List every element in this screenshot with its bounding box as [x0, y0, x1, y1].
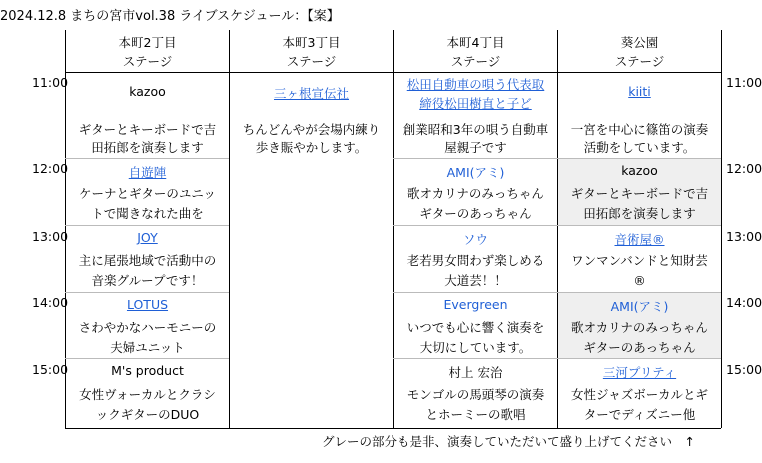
performer-desc: 老若男女問わず楽しめる [406, 253, 545, 268]
slot-cell [66, 158, 229, 225]
performer-link[interactable]: kiiti [628, 84, 651, 99]
column-header-honmachi-2: 本町2丁目 ステージ [118, 35, 177, 69]
performer-desc: トで聞きなれた曲を [91, 206, 204, 221]
performer-desc: 屋親子です [444, 140, 507, 155]
performer-link[interactable]: JOY [137, 230, 158, 245]
performer-name: AMI(アミ) [610, 299, 669, 314]
time-label: 12:00 [726, 161, 762, 176]
time-label: 14:00 [726, 295, 762, 310]
slot-cell [66, 72, 229, 158]
performer-link[interactable]: LOTUS [126, 297, 169, 312]
performer-desc: ワンマンバンドと知財芸 [571, 253, 708, 268]
time-label: 14:00 [32, 295, 69, 310]
performer-desc: 女性ジャズボーカルとギ [570, 387, 708, 402]
performer-desc: ギターとキーボードで吉 [570, 186, 709, 201]
performer-link[interactable]: 自遊陣 [128, 165, 167, 180]
performer-desc: モンゴルの馬頭琴の演奏 [406, 387, 545, 402]
slot-cell [394, 225, 557, 292]
performer-desc: ギターとキーボードで吉 [78, 122, 217, 137]
footer-note: グレーの部分も是非、演奏していただいて盛り上げてください ↑ [322, 434, 695, 449]
performer-link[interactable]: 松田自動車の唄う代表取 [406, 77, 545, 92]
performer-desc: 大切にしています。 [419, 340, 532, 355]
performer-name: AMI(アミ) [446, 165, 505, 180]
time-label: 13:00 [726, 229, 762, 244]
performer-desc: 一宮を中心に篠笛の演奏 [570, 122, 709, 137]
performer-desc: ギターのあっちゃん [419, 206, 532, 221]
slot-cell [66, 358, 229, 428]
performer-desc: 歩き賑やかします。 [255, 140, 368, 155]
performer-desc: 夫婦ユニット [110, 340, 185, 355]
performer-name: kazoo [621, 163, 658, 178]
performer-desc: ターでディズニー他 [583, 407, 696, 422]
performer-link[interactable]: 三河プリティ [602, 365, 677, 380]
performer-desc: いつでも心に響く演奏を [406, 320, 545, 335]
slot-cell [394, 158, 557, 225]
column-header-honmachi-4: 本町4丁目 ステージ [446, 35, 505, 69]
performer-name: 村上 宏治 [448, 365, 503, 380]
performer-link[interactable]: 三ヶ根宣伝社 [273, 86, 349, 101]
performer-desc: 歌オカリナのみっちゃん [571, 320, 708, 335]
performer-desc: ケーナとギターのユニッ [79, 186, 216, 201]
time-label: 13:00 [32, 229, 69, 244]
performer-link[interactable]: 音術屋® [614, 232, 665, 247]
performer-link[interactable]: 締役松田樹直と子ど [419, 96, 532, 111]
performer-name: Evergreen [443, 297, 508, 312]
performer-name: ソウ [462, 232, 488, 247]
time-label: 15:00 [32, 362, 69, 377]
performer-desc: とホーミーの歌唱 [425, 407, 526, 422]
performer-desc: ® [633, 273, 646, 288]
slot-cell [558, 158, 721, 225]
column-header-honmachi-3: 本町3丁目 ステージ [282, 35, 341, 69]
slot-cell [230, 72, 393, 158]
time-label: 12:00 [32, 161, 69, 176]
page-title: 2024.12.8 まちの宮市vol.38 ライブスケジュール：【案】 [0, 9, 340, 24]
performer-desc: 活動をしています。 [583, 140, 696, 155]
performer-desc: 田拓郎を演奏します [583, 206, 696, 221]
slot-cell [558, 72, 721, 158]
performer-desc: ギターのあっちゃん [583, 340, 696, 355]
performer-desc: 女性ヴォーカルとクラシ [79, 387, 216, 402]
grid-line [65, 428, 721, 429]
performer-desc: 主に尾張地域で活動中の [78, 253, 217, 268]
time-label: 11:00 [726, 75, 762, 90]
slot-cell [558, 358, 721, 428]
performer-desc: 歌オカリナのみっちゃん [407, 186, 544, 201]
performer-desc: さわやかなハーモニーの [78, 320, 217, 335]
slot-cell [394, 358, 557, 428]
performer-desc: ちんどんやが会場内練り [242, 122, 381, 137]
column-header-aoi-park: 葵公園 ステージ [614, 35, 665, 69]
slot-cell [394, 292, 557, 358]
slot-cell [558, 225, 721, 292]
performer-name: M's product [111, 363, 184, 378]
time-label: 11:00 [32, 75, 69, 90]
performer-desc: 大道芸！！ [444, 273, 507, 288]
performer-desc: 創業昭和3年の唄う自動車 [402, 122, 549, 137]
performer-desc: ックギターのDUO [95, 407, 200, 422]
performer-name: kazoo [129, 84, 166, 99]
time-label: 15:00 [726, 362, 762, 377]
slot-cell [66, 225, 229, 292]
performer-desc: 音楽グループです！ [91, 273, 204, 288]
performer-desc: 田拓郎を演奏します [91, 140, 204, 155]
slot-cell [66, 292, 229, 358]
grid-line [721, 30, 722, 428]
slot-cell [394, 72, 557, 158]
slot-cell [558, 292, 721, 358]
